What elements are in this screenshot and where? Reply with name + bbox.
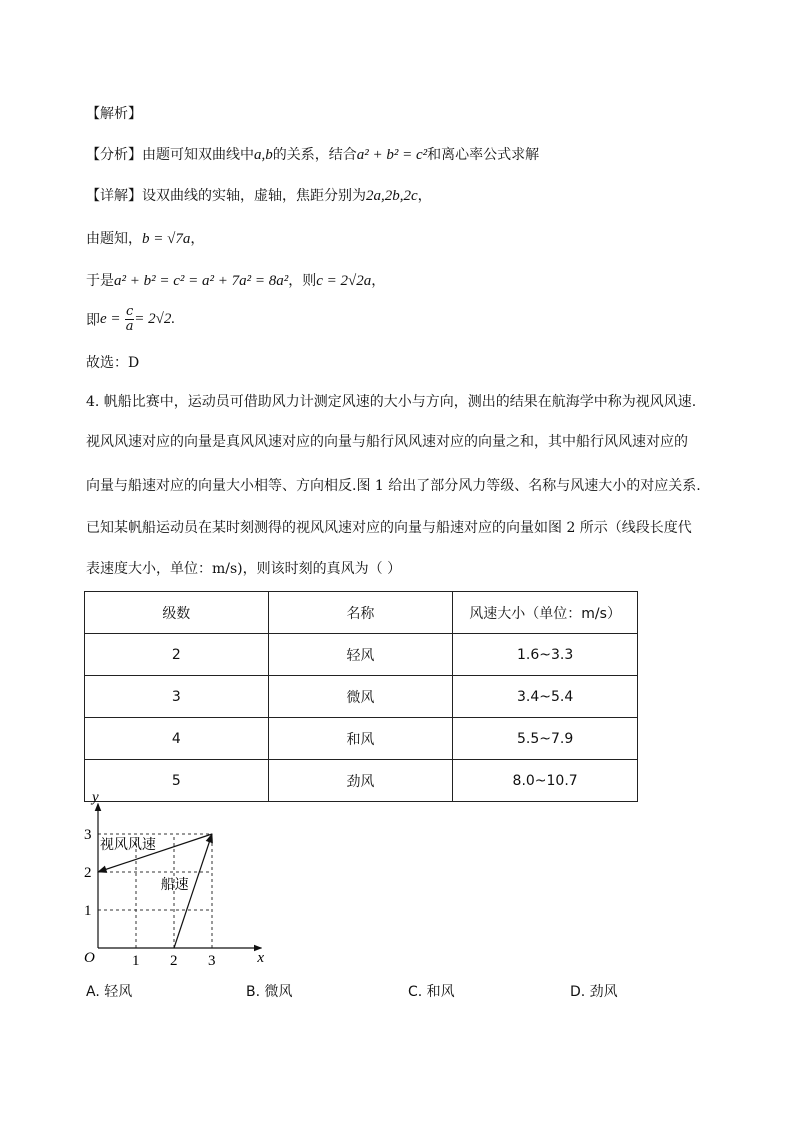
option-b[interactable]: B. 微风 <box>246 984 293 1000</box>
table-cell-level: 5 <box>85 760 269 802</box>
table-cell-name: 劲风 <box>268 760 453 802</box>
step1-line <box>86 228 204 248</box>
table-row <box>85 718 638 760</box>
vector-diagram <box>78 789 265 970</box>
solution-header: 【解析】 <box>86 106 142 122</box>
step1-math: b = √7a <box>142 231 191 247</box>
table-cell-speed: 5.5~7.9 <box>453 718 638 760</box>
analysis-math-pythag: a² + b² = c² <box>356 147 428 163</box>
detail-line <box>86 185 432 205</box>
analysis-text-1: 由题可知双曲线中 <box>142 147 254 163</box>
table-header-row <box>85 592 638 634</box>
origin-label: O <box>84 950 95 966</box>
question-line-1: 4. 帆船比赛中，运动员可借助风力计测定风速的大小与方向，测出的结果在航海学中称为视风风速. <box>86 394 697 410</box>
step3-fraction <box>125 305 134 334</box>
step2-end: ， <box>371 273 386 289</box>
wind-scale-table <box>84 591 638 802</box>
table-row <box>85 634 638 676</box>
fraction-numerator: c <box>125 304 134 319</box>
table-cell-level: 2 <box>85 634 269 676</box>
question-line-5: 表速度大小，单位：m/s)，则该时刻的真风为（ ） <box>86 561 402 577</box>
step1-text: 由题知， <box>86 231 142 247</box>
option-c[interactable]: C. 和风 <box>408 984 455 1000</box>
boat-speed-label: 船速 <box>160 877 189 894</box>
fraction-denominator: a <box>125 319 134 334</box>
step3-rest: = 2√2. <box>134 311 176 327</box>
step1-end: ， <box>190 231 205 247</box>
x-tick-label: 2 <box>170 953 178 969</box>
table-cell-speed: 3.4~5.4 <box>453 676 638 718</box>
x-tick-label: 1 <box>132 953 140 969</box>
detail-math: 2a,2b,2c <box>366 188 418 204</box>
table-header-speed: 风速大小（单位：m/s） <box>453 592 638 634</box>
step3-e: e = <box>100 311 121 327</box>
y-axis-label: y <box>92 789 99 806</box>
table-cell-name: 轻风 <box>268 634 453 676</box>
table-row <box>85 760 638 802</box>
analysis-text-2: 的关系，结合 <box>272 147 357 163</box>
table-cell-level: 4 <box>85 718 269 760</box>
analysis-math-ab: a,b <box>254 147 273 163</box>
y-tick-label: 3 <box>84 827 92 843</box>
step2-math2: c = 2√2a <box>316 273 372 289</box>
step3-line <box>86 305 175 334</box>
table-header-level: 级数 <box>85 592 269 634</box>
step2-text: 于是 <box>86 273 114 289</box>
analysis-line <box>86 144 539 164</box>
step2-mid: ，则 <box>288 273 317 289</box>
table-cell-speed: 1.6~3.3 <box>453 634 638 676</box>
detail-end: ， <box>417 188 432 204</box>
step3-text: 即 <box>86 312 100 329</box>
y-tick-label: 1 <box>84 903 92 919</box>
question-line-2: 视风风速对应的向量是真风风速对应的向量与船行风风速对应的向量之和，其中船行风风速对应的 <box>86 434 688 450</box>
detail-label: 【详解】 <box>86 188 142 204</box>
y-tick-label: 2 <box>84 865 92 881</box>
table-row <box>85 676 638 718</box>
detail-text: 设双曲线的实轴，虚轴，焦距分别为 <box>142 188 366 204</box>
analysis-text-3: 和离心率公式求解 <box>427 147 540 163</box>
answer-line: 故选：D <box>86 355 140 371</box>
table-cell-name: 微风 <box>268 676 453 718</box>
option-d[interactable]: D. 劲风 <box>570 984 618 1000</box>
question-line-4: 已知某帆船运动员在某时刻测得的视风风速对应的向量与船速对应的向量如图 2 所示（线段长度代 <box>86 520 692 536</box>
table-header-name: 名称 <box>268 592 453 634</box>
table-cell-level: 3 <box>85 676 269 718</box>
option-a[interactable]: A. 轻风 <box>86 984 133 1000</box>
apparent-wind-label: 视风风速 <box>99 837 156 854</box>
x-axis-label: x <box>257 950 265 966</box>
analysis-label: 【分析】 <box>86 147 142 163</box>
table-cell-speed: 8.0~10.7 <box>453 760 638 802</box>
step2-line <box>86 270 385 290</box>
table-cell-name: 和风 <box>268 718 453 760</box>
x-tick-label: 3 <box>208 953 216 969</box>
step2-math: a² + b² = c² = a² + 7a² = 8a² <box>114 273 289 289</box>
question-line-3: 向量与船速对应的向量大小相等、方向相反.图 1 给出了部分风力等级、名称与风速大小的对应关系. <box>86 478 701 494</box>
